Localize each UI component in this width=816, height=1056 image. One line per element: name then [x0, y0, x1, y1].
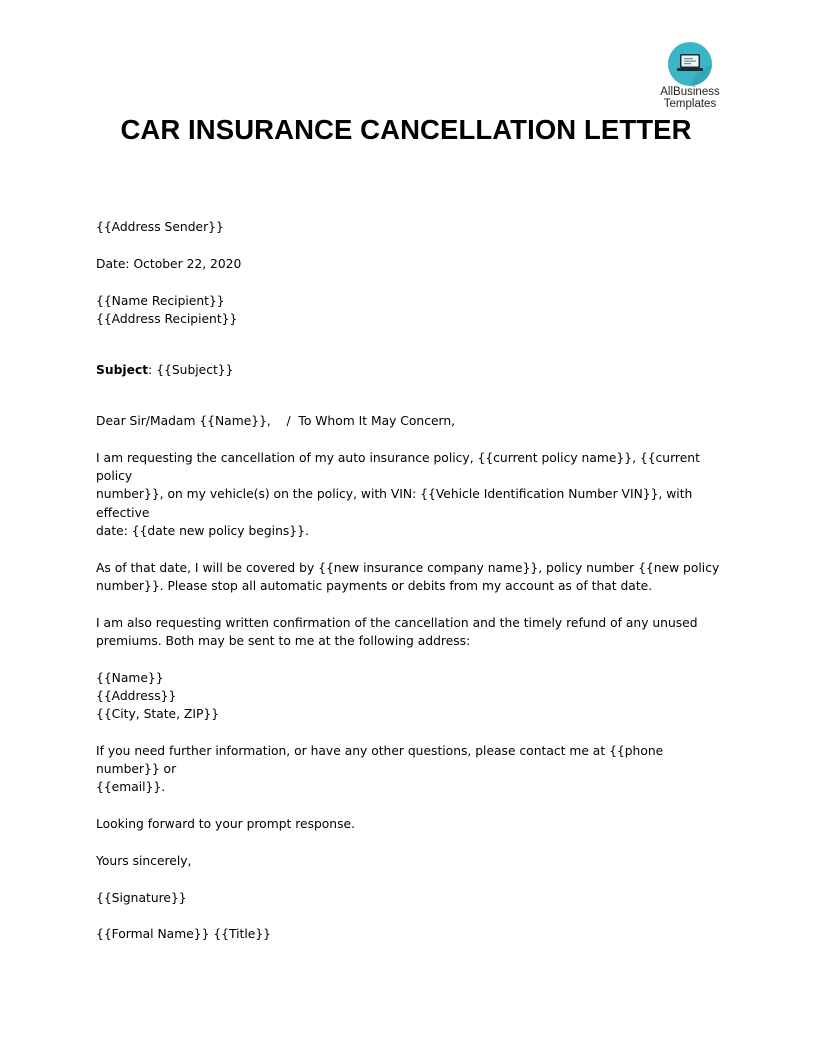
paragraph-3-line-2: premiums. Both may be sent to me at the following address:: [96, 633, 471, 648]
recipient-address: {{Address Recipient}}: [96, 311, 238, 326]
letter-date: Date: October 22, 2020: [96, 256, 242, 271]
formal-name-title: {{Formal Name}} {{Title}}: [96, 927, 271, 942]
paragraph-3-line-1: I am also requesting written confirmation of the cancellation and the timely refund of any unused: [96, 615, 698, 630]
recipient-name: {{Name Recipient}}: [96, 293, 225, 308]
allbusiness-logo: [652, 42, 728, 110]
signature-placeholder: {{Signature}}: [96, 890, 187, 905]
sign-off: Yours sincerely,: [96, 853, 192, 868]
paragraph-4-line-1: If you need further information, or have any other questions, please contact me at {{phone number}} or: [96, 743, 664, 777]
paragraph-1-line-3: date: {{date new policy begins}}.: [96, 523, 309, 538]
logo-text-line1: AllBusiness: [660, 86, 720, 98]
return-address-name: {{Name}}: [96, 670, 164, 685]
subject-value: : {{Subject}}: [148, 363, 234, 377]
closing-line: Looking forward to your prompt response.: [96, 817, 355, 832]
paragraph-2-line-1: As of that date, I will be covered by {{new insurance company name}}, policy number {{new policy: [96, 560, 720, 575]
paragraph-1-line-2: number}}, on my vehicle(s) on the policy, with VIN: {{Vehicle Identification Number VIN}}, with effective: [96, 487, 693, 520]
document-title: CAR INSURANCE CANCELLATION LETTER: [120, 114, 692, 145]
subject-label: Subject: [96, 363, 149, 377]
logo-text-line2: Templates: [663, 98, 717, 110]
paragraph-1-line-1: I am requesting the cancellation of my auto insurance policy, {{current policy name}}, {{current policy: [96, 451, 700, 484]
return-address-city: {{City, State, ZIP}}: [96, 707, 220, 722]
paragraph-2-line-2: number}}. Please stop all automatic payments or debits from my account as of that date.: [96, 578, 653, 593]
subject-line: [96, 361, 726, 379]
laptop-icon: [668, 42, 712, 86]
paragraph-4-line-2: {{email}}.: [96, 780, 166, 795]
return-address-street: {{Address}}: [96, 688, 177, 703]
salutation: Dear Sir/Madam {{Name}}, / To Whom It May Concern,: [96, 414, 456, 429]
sender-address: {{Address Sender}}: [96, 220, 224, 234]
letter-body: [96, 218, 726, 944]
